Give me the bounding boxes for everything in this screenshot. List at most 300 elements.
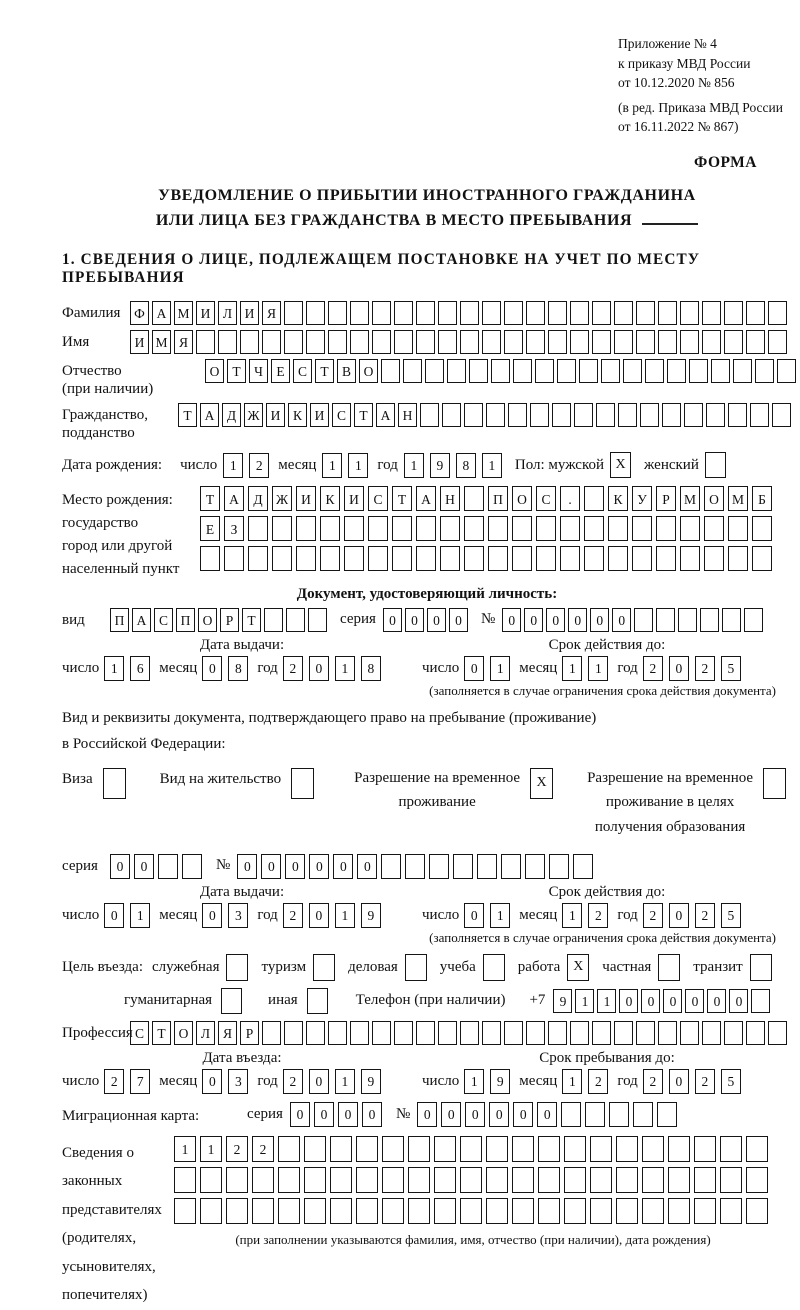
visit-purpose-row-2: гуманитарная иная Телефон (при наличии) +7 9 1 1 0 0 0 0 0 0 <box>124 988 792 1014</box>
char-cell <box>752 546 772 571</box>
char-cell <box>382 1198 404 1224</box>
char-cell <box>694 1198 716 1224</box>
char-cell: Т <box>152 1021 171 1045</box>
citizenship-label: Гражданство, подданство <box>62 407 149 442</box>
identity-doc-row <box>62 608 792 632</box>
birth-day-cells <box>223 453 269 478</box>
residence-issue-day-cells <box>104 903 150 928</box>
char-cell: 2 <box>643 903 663 928</box>
char-cell: 1 <box>562 656 582 681</box>
char-cell: А <box>152 301 171 325</box>
char-cell <box>434 1198 456 1224</box>
char-cell: 0 <box>546 608 565 632</box>
char-cell <box>645 359 664 383</box>
char-cell: 8 <box>361 656 381 681</box>
char-cell <box>724 330 743 354</box>
char-cell <box>590 1198 612 1224</box>
char-cell <box>636 1021 655 1045</box>
char-cell: 8 <box>456 453 476 478</box>
identity-doc-heading: Документ, удостоверяющий личность: <box>296 586 558 603</box>
purpose-work-checkbox: X <box>567 954 589 981</box>
char-cell: М <box>680 486 700 511</box>
char-cell <box>453 854 473 879</box>
char-cell <box>618 403 637 427</box>
char-cell: 3 <box>228 903 248 928</box>
char-cell <box>680 546 700 571</box>
char-cell <box>560 516 580 541</box>
identity-type-cells <box>110 608 330 632</box>
char-cell: В <box>337 359 356 383</box>
char-cell <box>460 1167 482 1193</box>
char-cell <box>272 516 292 541</box>
char-cell: 1 <box>335 1069 355 1094</box>
char-cell <box>574 403 593 427</box>
char-cell <box>579 359 598 383</box>
char-cell: 1 <box>223 453 243 478</box>
residence-issue-date: число 0 1 месяц 0 3 год 2 0 1 9 <box>62 903 422 928</box>
patronymic-cells <box>205 359 799 383</box>
char-cell <box>434 1136 456 1162</box>
char-cell <box>592 1021 611 1045</box>
char-cell <box>196 330 215 354</box>
purpose-humanitarian-checkbox <box>221 988 242 1014</box>
char-cell <box>768 1021 787 1045</box>
char-cell <box>328 1021 347 1045</box>
char-cell: Т <box>354 403 373 427</box>
birth-year-cells <box>404 453 502 478</box>
char-cell: 6 <box>130 656 150 681</box>
char-cell: Б <box>752 486 772 511</box>
char-cell: П <box>176 608 195 632</box>
char-cell <box>746 1198 768 1224</box>
char-cell: О <box>359 359 378 383</box>
char-cell: 0 <box>464 903 484 928</box>
char-cell <box>608 546 628 571</box>
char-cell: И <box>296 486 316 511</box>
char-cell <box>440 516 460 541</box>
char-cell <box>460 1136 482 1162</box>
char-cell: 0 <box>612 608 631 632</box>
char-cell: 9 <box>430 453 450 478</box>
char-cell <box>320 516 340 541</box>
char-cell <box>306 330 325 354</box>
char-cell <box>344 516 364 541</box>
char-cell: 0 <box>110 854 130 879</box>
char-cell: 0 <box>417 1102 437 1127</box>
char-cell: 0 <box>237 854 257 879</box>
char-cell: О <box>512 486 532 511</box>
char-cell <box>560 546 580 571</box>
document-reference <box>618 34 792 137</box>
char-cell <box>564 1167 586 1193</box>
migration-number-label: № <box>395 1105 411 1122</box>
char-cell <box>416 1021 435 1045</box>
char-cell <box>440 546 460 571</box>
char-cell <box>642 1198 664 1224</box>
char-cell <box>368 516 388 541</box>
char-cell <box>680 330 699 354</box>
migration-card-label: Миграционная карта: <box>62 1107 200 1124</box>
char-cell <box>278 1136 300 1162</box>
char-cell <box>512 1167 534 1193</box>
phone-label: Телефон (при наличии) <box>355 992 506 1009</box>
visa-option: Виза <box>62 766 126 799</box>
char-cell <box>218 330 237 354</box>
char-cell <box>746 1021 765 1045</box>
char-cell: 1 <box>490 903 510 928</box>
residence-intro-1: Вид и реквизиты документа, подтверждающего право на пребывание (проживание) <box>62 710 597 727</box>
entry-date: число 2 7 месяц 0 3 год 2 0 1 9 <box>62 1069 422 1094</box>
char-cell <box>538 1136 560 1162</box>
char-cell <box>592 301 611 325</box>
residence-options-row <box>62 766 792 840</box>
char-cell: 0 <box>362 1102 382 1127</box>
char-cell <box>272 546 292 571</box>
char-cell: 0 <box>202 656 222 681</box>
purpose-private-checkbox <box>658 954 680 981</box>
char-cell <box>278 1198 300 1224</box>
char-cell <box>590 1136 612 1162</box>
given-name-label: Имя <box>62 334 90 351</box>
char-cell <box>668 1198 690 1224</box>
char-cell: 0 <box>134 854 154 879</box>
identity-series-cells <box>383 608 471 632</box>
char-cell: 1 <box>588 656 608 681</box>
char-cell <box>590 1167 612 1193</box>
sex-female-label: женский <box>644 456 699 473</box>
char-cell: 0 <box>290 1102 310 1127</box>
char-cell <box>616 1167 638 1193</box>
char-cell: 0 <box>524 608 543 632</box>
char-cell: 0 <box>405 608 424 632</box>
char-cell <box>460 1198 482 1224</box>
char-cell <box>286 608 305 632</box>
char-cell: Л <box>196 1021 215 1045</box>
char-cell: 9 <box>490 1069 510 1094</box>
char-cell <box>434 1167 456 1193</box>
char-cell <box>768 330 787 354</box>
char-cell <box>564 1136 586 1162</box>
char-cell <box>416 516 436 541</box>
char-cell: М <box>174 301 193 325</box>
char-cell <box>403 359 422 383</box>
ref-amend-line-2: от 16.11.2022 № 867) <box>618 119 739 135</box>
char-cell <box>438 330 457 354</box>
char-cell <box>226 1198 248 1224</box>
char-cell <box>722 608 741 632</box>
char-cell: 0 <box>669 1069 689 1094</box>
char-cell <box>746 301 765 325</box>
char-cell: 2 <box>283 903 303 928</box>
char-cell <box>429 854 449 879</box>
given-name-row <box>62 330 792 354</box>
char-cell <box>702 1021 721 1045</box>
char-cell <box>667 359 686 383</box>
char-cell: Я <box>218 1021 237 1045</box>
char-cell <box>464 486 484 511</box>
entry-year-cells <box>283 1069 381 1094</box>
char-cell <box>724 301 743 325</box>
legal-reps-labels: Сведения о законных представителях (родителях, усыновителях, попечителях) <box>62 1144 162 1304</box>
char-cell <box>513 359 532 383</box>
stay-until-heading: Срок пребывания до: <box>539 1049 675 1066</box>
given-name-cells <box>130 330 790 354</box>
char-cell <box>636 330 655 354</box>
char-cell: 0 <box>309 656 329 681</box>
char-cell: 0 <box>333 854 353 879</box>
char-cell <box>278 1167 300 1193</box>
char-cell: 0 <box>685 989 704 1013</box>
char-cell <box>442 403 461 427</box>
char-cell: 0 <box>309 1069 329 1094</box>
migration-series-label: серия <box>247 1105 283 1122</box>
char-cell: Е <box>271 359 290 383</box>
residence-valid-date: число 0 1 месяц 1 2 год 2 0 2 5 <box>422 903 741 928</box>
char-cell <box>350 1021 369 1045</box>
visit-purpose-label: Цель въезда: <box>62 958 143 975</box>
char-cell: А <box>132 608 151 632</box>
char-cell: 0 <box>669 903 689 928</box>
identity-valid-day-cells <box>464 656 510 681</box>
identity-valid-heading: Срок действия до: <box>548 637 666 654</box>
char-cell <box>264 608 283 632</box>
phone-prefix: +7 <box>529 992 546 1009</box>
legal-reps-row-2 <box>174 1167 772 1193</box>
char-cell <box>706 403 725 427</box>
char-cell <box>658 330 677 354</box>
char-cell <box>382 1136 404 1162</box>
residence-permit-checkbox <box>291 768 314 799</box>
char-cell: Ч <box>249 359 268 383</box>
char-cell <box>616 1136 638 1162</box>
profession-row <box>62 1021 792 1045</box>
char-cell <box>680 516 700 541</box>
char-cell: А <box>376 403 395 427</box>
entry-date-heading: Дата въезда: <box>202 1049 282 1066</box>
char-cell <box>372 1021 391 1045</box>
char-cell <box>262 330 281 354</box>
birth-place-row-3 <box>200 546 776 571</box>
char-cell: Т <box>315 359 334 383</box>
identity-number-label: № <box>480 611 496 628</box>
char-cell: 0 <box>619 989 638 1013</box>
char-cell <box>746 1167 768 1193</box>
char-cell: 0 <box>663 989 682 1013</box>
char-cell <box>724 1021 743 1045</box>
char-cell <box>252 1198 274 1224</box>
char-cell: 0 <box>641 989 660 1013</box>
char-cell: Т <box>200 486 220 511</box>
char-cell <box>755 359 774 383</box>
char-cell: 1 <box>482 453 502 478</box>
char-cell <box>728 516 748 541</box>
profession-cells <box>130 1021 790 1045</box>
char-cell: Ж <box>272 486 292 511</box>
char-cell <box>656 546 676 571</box>
char-cell <box>504 330 523 354</box>
birth-month-cells <box>322 453 368 478</box>
char-cell <box>634 608 653 632</box>
char-cell <box>561 1102 581 1127</box>
char-cell <box>720 1136 742 1162</box>
char-cell: 0 <box>314 1102 334 1127</box>
patronymic-label: Отчество (при наличии) <box>62 363 154 398</box>
char-cell <box>320 546 340 571</box>
birth-place-row-1 <box>200 486 776 511</box>
char-cell <box>570 1021 589 1045</box>
char-cell <box>416 330 435 354</box>
char-cell <box>633 1102 653 1127</box>
char-cell <box>744 608 763 632</box>
char-cell: 1 <box>104 656 124 681</box>
title-blank-underline <box>642 209 698 225</box>
char-cell <box>614 301 633 325</box>
identity-issue-heading: Дата выдачи: <box>199 637 285 654</box>
surname-row <box>62 301 792 325</box>
identity-dates-row <box>62 656 792 681</box>
residence-series-cells <box>110 854 206 879</box>
char-cell: 7 <box>130 1069 150 1094</box>
char-cell <box>746 1136 768 1162</box>
migration-series-cells <box>290 1102 386 1127</box>
stay-month-cells <box>562 1069 608 1094</box>
char-cell <box>296 546 316 571</box>
char-cell <box>557 359 576 383</box>
char-cell: А <box>416 486 436 511</box>
char-cell: 2 <box>226 1136 248 1162</box>
char-cell: 0 <box>357 854 377 879</box>
char-cell <box>623 359 642 383</box>
identity-number-cells <box>502 608 766 632</box>
visa-checkbox <box>103 768 126 799</box>
char-cell: 2 <box>283 1069 303 1094</box>
char-cell <box>549 854 569 879</box>
char-cell <box>174 1167 196 1193</box>
char-cell <box>344 546 364 571</box>
char-cell: 0 <box>104 903 124 928</box>
char-cell <box>711 359 730 383</box>
char-cell <box>752 516 772 541</box>
char-cell <box>548 1021 567 1045</box>
char-cell <box>477 854 497 879</box>
char-cell: Т <box>392 486 412 511</box>
char-cell: 9 <box>553 989 572 1013</box>
char-cell <box>609 1102 629 1127</box>
ref-line-3: от 10.12.2020 № 856 <box>618 75 735 91</box>
char-cell: 0 <box>513 1102 533 1127</box>
migration-card-row <box>62 1102 792 1127</box>
char-cell <box>704 516 724 541</box>
char-cell: 5 <box>721 656 741 681</box>
residence-issue-heading: Дата выдачи: <box>199 883 285 900</box>
char-cell <box>751 989 770 1013</box>
temp-residence-checkbox: X <box>530 768 553 799</box>
char-cell: 1 <box>490 656 510 681</box>
char-cell: 2 <box>695 656 715 681</box>
char-cell: Д <box>248 486 268 511</box>
char-cell <box>538 1167 560 1193</box>
char-cell <box>678 608 697 632</box>
char-cell: Н <box>398 403 417 427</box>
char-cell <box>658 301 677 325</box>
char-cell <box>174 1198 196 1224</box>
char-cell: З <box>224 516 244 541</box>
char-cell: 2 <box>643 1069 663 1094</box>
birth-place-row-2 <box>200 516 776 541</box>
char-cell <box>381 854 401 879</box>
residence-series-label: серия <box>62 857 98 874</box>
char-cell: 2 <box>252 1136 274 1162</box>
form-title-line-1: УВЕДОМЛЕНИЕ О ПРИБЫТИИ ИНОСТРАННОГО ГРАЖДАНИНА <box>158 186 696 204</box>
forma-heading: ФОРМА <box>693 153 757 171</box>
char-cell <box>564 1198 586 1224</box>
char-cell <box>530 403 549 427</box>
char-cell: 1 <box>575 989 594 1013</box>
char-cell: 5 <box>721 1069 741 1094</box>
purpose-other-checkbox <box>307 988 328 1014</box>
char-cell <box>350 330 369 354</box>
residence-valid-year-cells <box>643 903 741 928</box>
char-cell <box>330 1136 352 1162</box>
char-cell: 0 <box>502 608 521 632</box>
char-cell <box>460 1021 479 1045</box>
char-cell: 0 <box>202 1069 222 1094</box>
char-cell <box>658 1021 677 1045</box>
char-cell <box>504 301 523 325</box>
stay-year-cells <box>643 1069 741 1094</box>
char-cell: И <box>344 486 364 511</box>
char-cell: 0 <box>729 989 748 1013</box>
char-cell <box>200 1167 222 1193</box>
char-cell: П <box>110 608 129 632</box>
char-cell: С <box>130 1021 149 1045</box>
temp-residence-education-checkbox <box>763 768 786 799</box>
citizenship-row <box>62 403 792 442</box>
char-cell <box>416 546 436 571</box>
ref-line-2: к приказу МВД России <box>618 55 751 71</box>
char-cell: 0 <box>707 989 726 1013</box>
char-cell <box>526 330 545 354</box>
char-cell: И <box>196 301 215 325</box>
char-cell <box>381 359 400 383</box>
char-cell <box>284 330 303 354</box>
char-cell <box>501 854 521 879</box>
char-cell <box>328 301 347 325</box>
char-cell <box>584 516 604 541</box>
residence-permit-option: Вид на жительство <box>160 766 314 799</box>
char-cell <box>585 1102 605 1127</box>
char-cell <box>702 330 721 354</box>
char-cell: 2 <box>643 656 663 681</box>
char-cell: 0 <box>568 608 587 632</box>
char-cell: И <box>130 330 149 354</box>
entry-dates-row <box>62 1069 792 1094</box>
char-cell: 0 <box>383 608 402 632</box>
char-cell <box>570 330 589 354</box>
char-cell <box>680 301 699 325</box>
purpose-business-checkbox <box>226 954 248 981</box>
char-cell <box>632 516 652 541</box>
char-cell: О <box>174 1021 193 1045</box>
char-cell: 2 <box>588 1069 608 1094</box>
birth-place-labels: Место рождения: государство город или другой населенный пункт <box>62 492 180 578</box>
char-cell <box>350 301 369 325</box>
char-cell <box>460 301 479 325</box>
char-cell: 0 <box>309 903 329 928</box>
char-cell <box>642 1167 664 1193</box>
sex-male-label: Пол: мужской <box>514 456 605 473</box>
char-cell <box>592 330 611 354</box>
